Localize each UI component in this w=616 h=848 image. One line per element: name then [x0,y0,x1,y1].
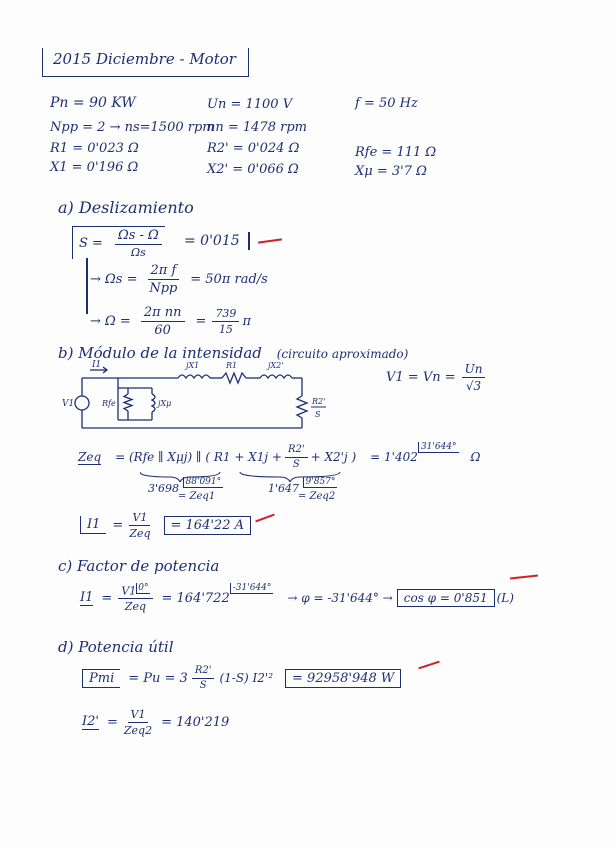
xmu-inductor [152,394,155,412]
pf-cos: cos φ = 0'851 [397,589,495,607]
bracket-line [86,258,88,314]
i2-label: I2' [82,714,99,729]
given-nn: nn = 1478 rpm [207,120,307,135]
r2s-resistor [297,396,307,418]
section-d-heading: d) Potencia útil [58,638,174,656]
pmi-eq1: = Pu = 3 [128,670,188,686]
pf-i1-label: I1 [80,590,94,605]
circuit-xmu-label: jXμ [158,399,172,408]
given-x1: X1 = 0'196 Ω [50,160,139,175]
slip-result: = 0'015 [184,233,240,249]
slip-numerator: Ωs - Ω [115,229,162,245]
zeq-expression: = (Rfe ∥ Xμj) ∥ ( R1 + X1j + [115,450,282,464]
check-mark-b [255,514,274,523]
v1-denominator: √3 [465,378,482,393]
i2-numerator: V1 [128,709,149,723]
v1-numerator: Un [462,363,486,378]
circuit-x1-label: jX1 [186,361,200,370]
section-c-heading: c) Factor de potencia [58,557,220,575]
given-xmu: Xμ = 3'7 Ω [355,164,427,179]
w-result-denominator: 15 [218,322,233,336]
w-result-pi: π [242,313,251,329]
given-r1: R1 = 0'023 Ω [50,141,139,156]
i1-result: = 164'22 A [164,516,251,535]
slip-label: S = [79,235,103,251]
circuit-x2-label: jX2' [268,361,284,370]
x1-inductor [178,375,210,378]
pf-numerator [118,584,152,600]
i1-numerator: V1 [129,512,150,526]
ws-numerator: 2π f [148,264,180,280]
circuit-v1-label: V1 [62,399,75,409]
i1-fraction [129,512,150,539]
zeq1-angle: 88'091° [183,477,224,488]
slip-fraction [115,229,162,258]
zeq2-name: = Zeq2 [298,491,336,502]
zeq-tail: + X2'j ) [310,450,357,464]
given-rfe: Rfe = 111 Ω [355,145,437,160]
v1-fraction [462,363,486,392]
i1-label: I1 [80,516,106,534]
pf-result: = 164'722 [161,590,230,606]
zeq-result: = 1'402 [370,450,418,464]
pmi-label: Pmi [82,669,120,688]
pmi-eq2: (1-S) I2'² [219,671,274,685]
pmi-frac-num: R2' [192,666,215,679]
zeq-r2s-num: R2' [285,445,308,458]
v1-equation [386,362,488,392]
zeq-angle: 31'644° [418,442,459,453]
pf-angle: -31'644° [230,583,274,594]
page-title: 2015 Diciembre - Motor [53,50,236,68]
i2-result: = 140'219 [161,714,230,730]
check-mark-c [510,575,538,580]
title-box [42,48,249,77]
pf-equation: I1 = $\frac{V1 ^{0^\circ}}{\text{Zeq}}$ = 164'722 -31'644° → φ = -31'644° → cos φ = 0'851 (L) [80,582,514,614]
zeq2-annotation [268,477,337,502]
zeq-r2s-fraction [285,445,308,470]
slip-denominator: Ωs [131,245,146,259]
zeq2-angle: 9'857° [303,477,338,488]
ws-result: = 50π rad/s [190,271,268,287]
i2-equation: I2' = $\frac{V1}{\text{Zeq2}}$ = 140'219 [82,707,230,737]
given-pn: Pn = 90 KW [50,95,136,111]
circuit-rfe-label: Rfe [102,399,116,408]
circuit-i1-label: I1 [92,360,102,370]
i1-equation: I1 = $\frac{V1}{\text{Zeq}}$ = 164'22 A [80,508,251,542]
w-equals: = [195,313,207,329]
given-npp: Npp = 2 → ns=1500 rpm [50,120,215,135]
w-result-numerator: 739 [212,308,239,322]
w-result-fraction [212,308,239,335]
ws-denominator: Npp [149,280,178,296]
pf-denominator: Zeq [124,600,146,614]
rfe-resistor [124,394,132,411]
zeq1-value: 3'698 [148,482,180,495]
pmi-fraction [192,666,215,691]
pf-type: (L) [496,591,514,605]
pf-phi: → φ = -31'644° → [287,591,393,605]
ws-fraction [148,264,180,295]
section-b-title: b) Módulo de la intensidad [58,344,262,362]
given-f: f = 50 Hz [355,96,418,111]
given-x2: X2' = 0'066 Ω [207,162,299,177]
i1-denominator: Zeq [129,526,151,540]
pf-num-text: V1 [121,584,137,598]
circuit-r2s-num: R2' [312,397,326,406]
zeq1-name: = Zeq1 [178,491,216,502]
ws-label: → Ωs = [90,271,138,287]
w-label: → Ω = [90,313,131,329]
i2-denominator: Zeq2 [123,723,153,737]
given-un: Un = 1100 V [207,97,293,112]
equivalent-circuit-diagram [62,360,362,436]
zeq2-value: 1'647 [268,482,300,495]
x2-inductor [260,375,292,378]
pf-fraction [118,584,152,613]
circuit-r1-label: R1 [226,361,238,370]
zeq-label: Zeq [78,449,102,464]
w-equation [90,304,251,338]
section-a-heading: a) Deslizamiento [58,198,194,217]
check-mark-d [418,661,440,670]
circuit-r2s-den: S [315,410,321,419]
zeq-unit: Ω [470,450,481,464]
given-r2: R2' = 0'024 Ω [207,141,300,156]
v1-label: V1 = Vn = [386,369,456,385]
slip-result-box [184,232,250,250]
pf-num-angle: 0° [138,582,149,593]
zeq1-annotation [148,477,223,502]
pmi-equation [82,660,401,696]
w-fraction [141,306,185,337]
zeq-r2s-den: S [292,458,300,470]
i2-fraction [124,709,152,736]
pmi-result: = 92958'948 W [285,669,401,688]
zeq-equation [78,442,480,472]
ws-equation [90,262,268,296]
section-b-note: (circuito aproximado) [276,347,409,361]
slip-equation [72,226,165,259]
r1-resistor [222,373,246,383]
pmi-frac-den: S [199,679,207,691]
check-mark-a [258,238,282,243]
w-denominator: 60 [154,322,171,338]
w-numerator: 2π nn [141,306,185,322]
